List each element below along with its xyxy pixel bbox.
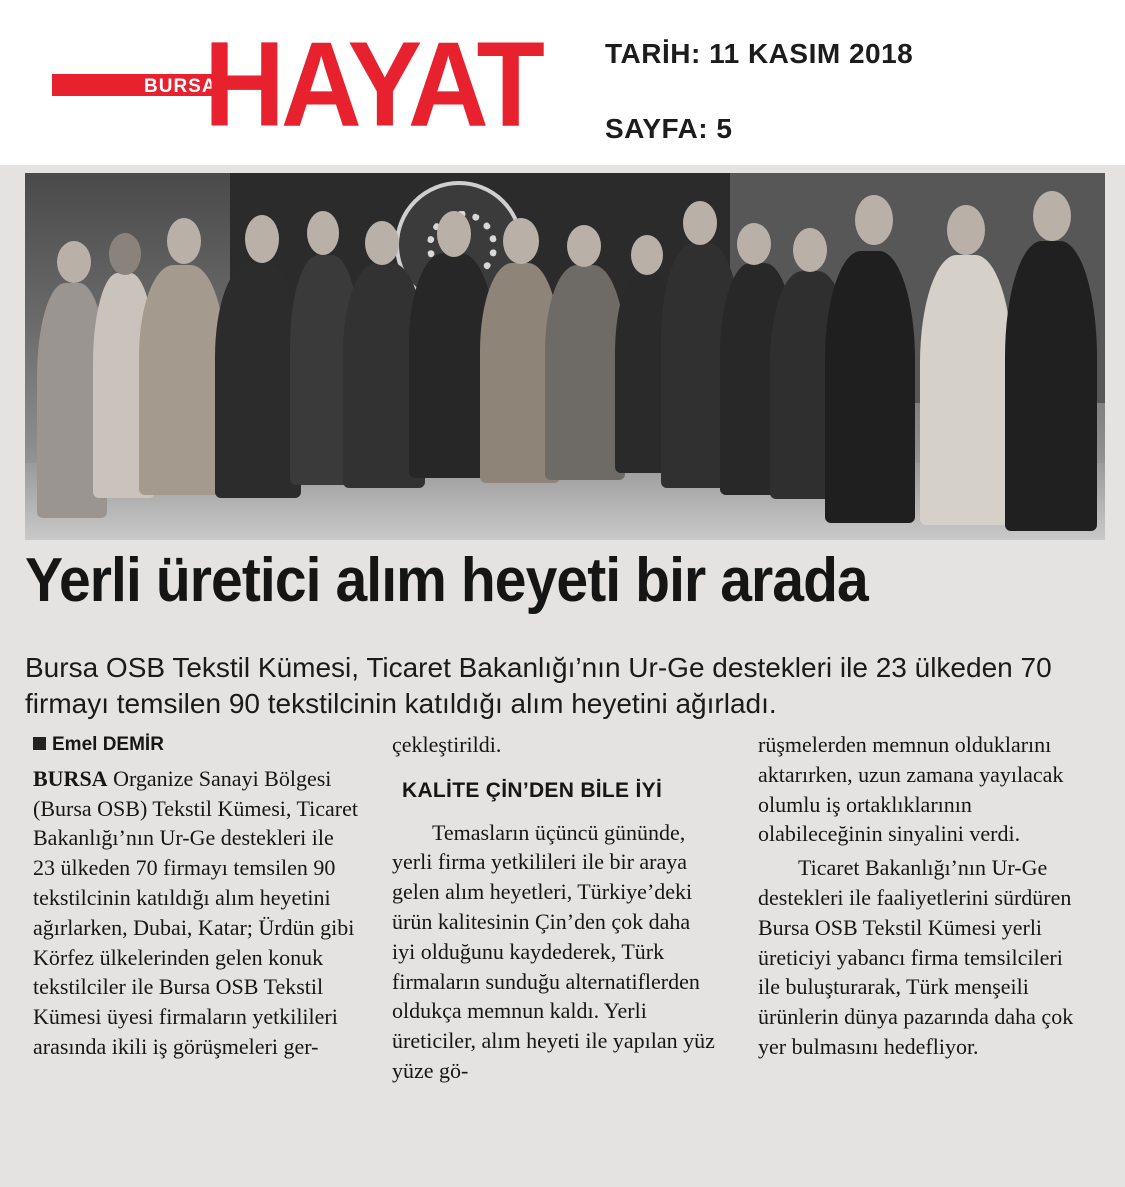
article-column-1 — [33, 730, 358, 1062]
publication-date: TARİH: 11 KASIM 2018 — [605, 38, 914, 69]
masthead — [0, 0, 1125, 165]
person-head — [437, 211, 471, 257]
logo-hayat-text: HAYAT — [204, 16, 541, 152]
column-3-paragraph-2: Ticaret Bakanlığı’nın Ur-Ge destekleri ile faaliyetlerini sürdüren Bursa OSB Tekstil Kümesi yerli üreticiyi yabancı firma temsilcileri ile buluşturarak, Türk menşeili ürünlerin dünya pazarında daha çok yer bulmasını hedefliyor. — [758, 855, 1074, 1059]
column-1-paragraph — [33, 764, 358, 1062]
person-head — [109, 233, 141, 275]
newspaper-clipping — [0, 165, 1125, 1187]
person-head — [167, 218, 201, 264]
column-1-text: Organize Sanayi Bölgesi (Bursa OSB) Tekstil Kümesi, Ticaret Bakanlığı’nın Ur-Ge destekleri ile 23 ülkeden 70 firmayı temsilen 90 tekstilcinin katıldığı alım heyetini ağırlarken, Dubai, Katar; Ürdün gibi Körfez ülkelerinden gelen konuk tekstilciler ile Bursa OSB Tekstil Kümesi üyesi firmaların yetkilileri arasında ikili iş görüşmeleri ger- — [33, 765, 358, 1059]
person-head — [737, 223, 771, 265]
person-figure — [215, 263, 301, 498]
logo-bursa-text: BURSA — [144, 76, 217, 97]
person-head — [503, 218, 539, 264]
page-number: SAYFA: 5 — [605, 113, 733, 144]
person-figure — [545, 265, 625, 480]
dateline: BURSA — [33, 765, 108, 791]
person-head — [1033, 191, 1071, 241]
person-head — [631, 235, 663, 275]
article-headline: Yerli üretici alım heyeti bir arada — [25, 546, 868, 615]
person-head — [567, 225, 601, 267]
person-head — [245, 215, 279, 263]
article-column-2 — [392, 730, 717, 1086]
person-head — [307, 211, 339, 255]
person-figure — [1005, 241, 1097, 531]
article-column-3 — [758, 730, 1086, 1062]
byline-square-icon — [33, 737, 46, 750]
section-subtitle: KALİTE ÇİN’DEN BİLE İYİ — [402, 778, 663, 802]
person-figure — [920, 255, 1012, 525]
person-head — [855, 195, 893, 245]
person-head — [947, 205, 985, 255]
newspaper-logo — [52, 16, 572, 153]
group-photo — [25, 173, 1105, 540]
person-head — [683, 201, 717, 245]
column-2-text: Temasların üçüncü gününde, yerli firma yetkilileri ile bir araya gelen alım heyetleri, Türkiye’deki ürün kalitesinin Çin’den çok daha iyi olduğunu kaydederek, Türk firmaların sunduğu alternatiflerden oldukça memnun kaldı. Yerli üreticiler, alım heyeti ile yapılan yüz yüze gö- — [392, 819, 715, 1083]
author-name: Emel DEMİR — [52, 734, 164, 755]
column-2-lead: çekleştirildi. — [392, 732, 502, 757]
person-head — [57, 241, 91, 283]
byline — [33, 730, 358, 760]
person-head — [365, 221, 399, 265]
person-figure — [139, 265, 225, 495]
column-3-paragraph-1: rüşmelerden memnun olduklarını aktarırken, uzun zamana yayılacak olumlu iş ortaklıklarının olabileceğinin sinyalini verdi. — [758, 732, 1064, 847]
article-subhead: Bursa OSB Tekstil Kümesi, Ticaret Bakanlığı’nın Ur-Ge destekleri ile 23 ülkeden 70 firmayı temsilen 90 tekstilcinin katıldığı alım heyetini ağırladı. — [25, 652, 1052, 719]
person-head — [793, 228, 827, 272]
person-figure — [825, 251, 915, 523]
